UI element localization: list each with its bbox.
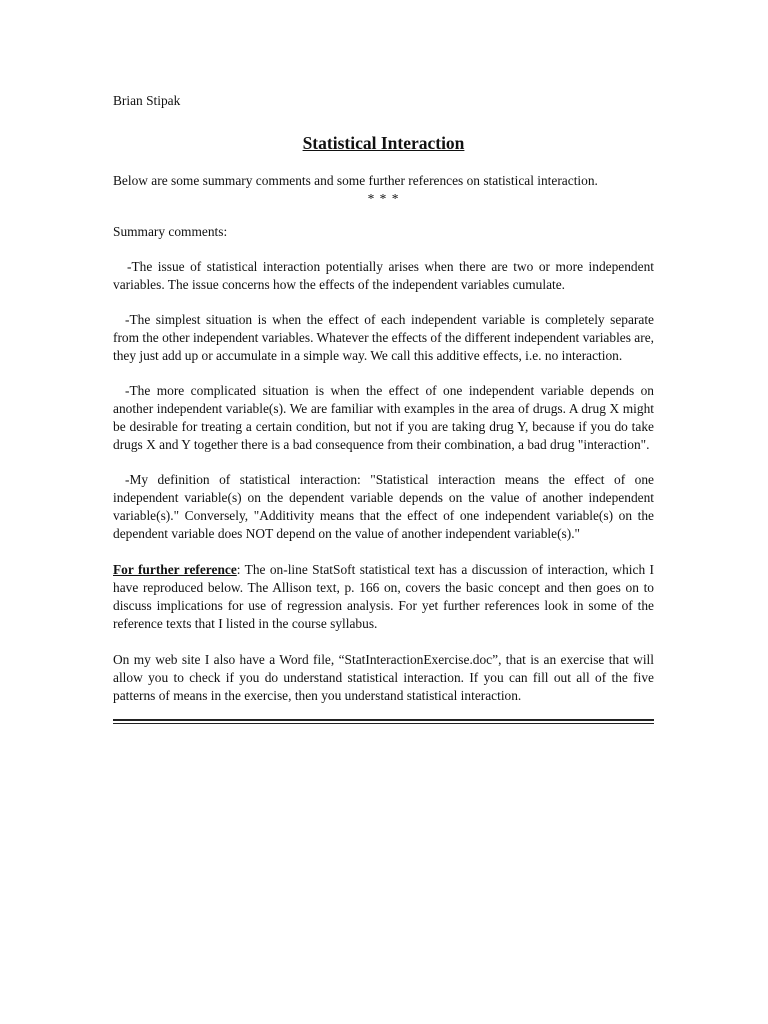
double-rule-divider: [113, 719, 654, 721]
section-separator: * * *: [367, 191, 400, 206]
reference-paragraph: [113, 561, 654, 633]
intro-paragraph: Below are some summary comments and some further references on statistical interaction.: [113, 173, 598, 188]
reference-text: : The on-line StatSoft statistical text has a discussion of interaction, which I have reproduced below. The Allison text, p. 166 on, covers the basic concept and then goes on to discuss implications for use of regression analysis. For yet further references look in some of the reference texts that I listed in the course syllabus.: [113, 562, 654, 631]
summary-heading: Summary comments:: [113, 224, 228, 239]
website-paragraph: On my web site I also have a Word file, “StatInteractionExercise.doc”, that is an exercise that will allow you to check if you do understand statistical interaction. If you can fill out all of the five patterns of means in the exercise, then you understand statistical interaction.: [113, 652, 654, 703]
reference-label: For further reference: [113, 562, 237, 577]
document-title: Statistical Interaction: [302, 133, 465, 153]
summary-item: -The simplest situation is when the effect of each independent variable is completely separate from the other independent variables. Whatever the effects of the different independent variables are, they just add up or accumulate in a simple way. We call this additive effects, i.e. no interaction.: [113, 312, 654, 363]
document-page: [113, 92, 654, 721]
author-name: Brian Stipak: [113, 93, 181, 108]
summary-item: -The issue of statistical interaction potentially arises when there are two or more independent variables. The issue concerns how the effects of the independent variables cumulate.: [113, 259, 654, 292]
summary-item: -My definition of statistical interaction: "Statistical interaction means the effect of one independent variable(s) on the dependent variable depends on the value of another independent variable(s)." Conversely, "Additivity means that the effect of one independent variable(s) on the dependent variable does NOT depend on the value of another independent variable(s).": [113, 472, 654, 541]
summary-item: -The more complicated situation is when the effect of one independent variable depends on another independent variable(s). We are familiar with examples in the area of drugs. A drug X might be desirable for treating a certain condition, but not if you are taking drug Y, because if you do take drugs X and Y together there is a bad consequence from their combination, a bad drug "interaction".: [113, 383, 654, 452]
